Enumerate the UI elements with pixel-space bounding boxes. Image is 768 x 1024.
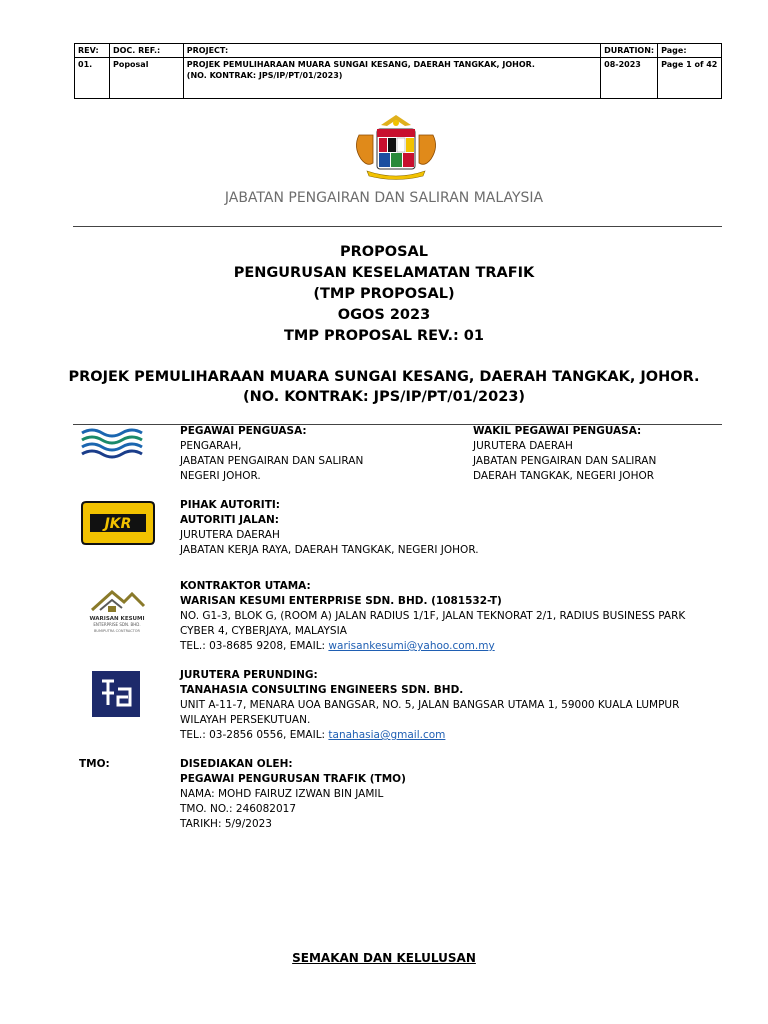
perunding-address-line: UNIT A-11-7, MENARA UOA BANGSAR, NO. 5, JALAN BANGSAR UTAMA 1, 59000 KUALA LUMPUR [180,699,680,711]
pegawai-line: JABATAN PENGAIRAN DAN SALIRAN [180,455,364,467]
docref-label: DOC. REF.: [109,44,183,58]
tmo-line: NAMA: MOHD FAIRUZ IZWAN BIN JAMIL [180,788,384,800]
disediakan-oleh-block [180,757,406,832]
document-header-table [74,43,722,99]
tmo-line: TARIKH: 5/9/2023 [180,818,272,830]
project-label: PROJECT: [183,44,600,58]
project-title [0,367,768,407]
perunding-address-line: WILAYAH PERSEKUTUAN. [180,714,311,726]
jkr-logo-text: JKR [104,516,132,532]
pihak-line: JABATAN KERJA RAYA, DAERAH TANGKAK, NEGERI JOHOR. [180,544,479,556]
title-line: PENGURUSAN KESELAMATAN TRAFIK [233,265,535,281]
pihak-autoriti-block [180,498,479,558]
disediakan-heading: DISEDIAKAN OLEH: [180,758,293,770]
kontraktor-tel: TEL.: 03-8685 9208, EMAIL: [180,640,329,652]
malaysia-coat-of-arms-logo [347,113,445,181]
title-line: PROPOSAL [340,244,428,260]
semakan-heading: SEMAKAN DAN KELULUSAN [292,951,476,965]
perunding-heading: JURUTERA PERUNDING: [180,669,318,681]
jurutera-perunding-block [180,668,679,743]
docref-value: Poposal [109,58,183,99]
proposal-title [0,242,768,347]
jkr-logo [80,500,156,546]
page-value: Page 1 of 42 [658,58,722,99]
title-line: (TMP PROPOSAL) [313,286,455,302]
pihak-line: JURUTERA DAERAH [180,529,280,541]
kontraktor-company: WARISAN KESUMI ENTERPRISE SDN. BHD. (1081532-T) [180,595,502,607]
tmo-role: PEGAWAI PENGURUSAN TRAFIK (TMO) [180,773,406,785]
rev-value: 01. [75,58,110,99]
wakil-line: JABATAN PENGAIRAN DAN SALIRAN [473,455,657,467]
perunding-tel: TEL.: 03-2856 0556, EMAIL: [180,729,329,741]
tanahasia-logo [92,671,140,717]
wakil-heading: WAKIL PEGAWAI PENGUASA: [473,425,642,437]
duration-value: 08-2023 [601,58,658,99]
duration-label: DURATION: [601,44,658,58]
autoriti-jalan-heading: AUTORITI JALAN: [180,514,279,526]
tmo-line: TMO. NO.: 246082017 [180,803,297,815]
tmo-label: TMO: [79,758,110,770]
project-value [183,58,600,99]
jps-water-logo [80,425,146,461]
rev-label: REV: [75,44,110,58]
department-name: JABATAN PENGAIRAN DAN SALIRAN MALAYSIA [224,190,544,206]
project-line-1: PROJEK PEMULIHARAAN MUARA SUNGAI KESANG, DAERAH TANGKAK, JOHOR. [186,60,535,69]
perunding-email-link[interactable]: tanahasia@gmail.com [328,729,446,741]
pihak-heading: PIHAK AUTORITI: [180,499,280,511]
project-title-line: (NO. KONTRAK: JPS/IP/PT/01/2023) [242,389,526,405]
perunding-contact [180,728,679,743]
kontraktor-address-line: NO. G1-3, BLOK G, (ROOM A) JALAN RADIUS 1/1F, JALAN TEKNORAT 2/1, RADIUS BUSINESS PARK [180,610,686,622]
warisan-kesumi-logo [86,580,148,634]
page-label: Page: [658,44,722,58]
wakil-line: DAERAH TANGKAK, NEGERI JOHOR [473,470,655,482]
perunding-company: TANAHASIA CONSULTING ENGINEERS SDN. BHD. [180,684,464,696]
pegawai-heading: PEGAWAI PENGUASA: [180,425,307,437]
kontraktor-address-line: CYBER 4, CYBERJAYA, MALAYSIA [180,625,347,637]
kontraktor-email-link[interactable]: warisankesumi@yahoo.com.my [328,640,495,652]
title-line: TMP PROPOSAL REV.: 01 [284,328,484,344]
kontraktor-utama-block [180,579,685,654]
title-line: OGOS 2023 [337,307,431,323]
wakil-pegawai-block [473,424,656,484]
kontraktor-heading: KONTRAKTOR UTAMA: [180,580,311,592]
warisan-logo-tag: BUMIPUTRA CONTRACTOR [94,629,140,633]
warisan-logo-text: WARISAN KESUMI [89,616,145,622]
divider-top [73,226,722,227]
project-title-line: PROJEK PEMULIHARAAN MUARA SUNGAI KESANG, DAERAH TANGKAK, JOHOR. [68,369,700,385]
pegawai-line: NEGERI JOHOR. [180,470,261,482]
pegawai-penguasa-block [180,424,363,484]
project-line-2: (NO. KONTRAK: JPS/IP/PT/01/2023) [186,71,343,80]
warisan-logo-sub: ENTERPRISE SDN. BHD. [93,622,141,627]
wakil-line: JURUTERA DAERAH [473,440,573,452]
kontraktor-contact [180,639,685,654]
pegawai-line: PENGARAH, [180,440,242,452]
